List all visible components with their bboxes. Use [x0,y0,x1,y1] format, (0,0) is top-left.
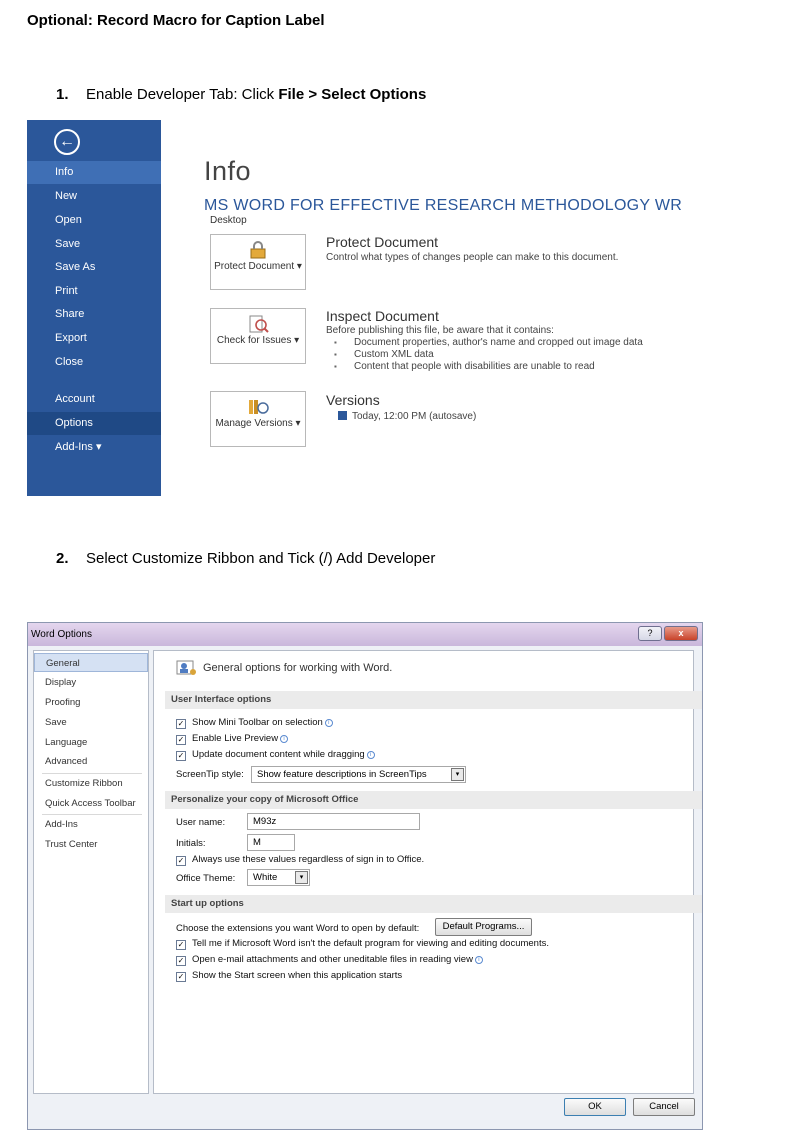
step-1-bold: File > Select Options [278,86,427,103]
manage-versions-tile-label: Manage Versions ▾ [215,418,301,429]
backstage-nav-share[interactable]: Share [55,308,85,320]
chevron-down-icon: ▾ [451,768,464,781]
dialog-title: Word Options [31,629,92,640]
inspect-bullet-list [328,337,643,373]
screentip-style-value: Show feature descriptions in ScreenTips [257,769,427,780]
step-1-text: Enable Developer Tab: Click [86,86,279,103]
cancel-button[interactable]: Cancel [633,1098,695,1116]
step-1 [56,86,426,103]
start-screen-label: Show the Start screen when this application starts [192,970,403,981]
info-icon: i [325,719,333,727]
office-theme-value: White [253,872,278,883]
back-arrow-icon[interactable]: ← [54,129,80,155]
info-heading: Info [204,156,252,186]
backstage-nav-export[interactable]: Export [55,332,87,344]
inspect-description: Before publishing this file, be aware that it contains: [326,325,554,336]
info-icon: i [280,735,288,743]
protect-tile-label: Protect Document ▾ [214,261,302,272]
versions-icon [246,398,270,416]
initials-input[interactable]: M [247,834,295,851]
nav-general[interactable]: General [34,653,148,672]
nav-display[interactable]: Display [45,677,77,688]
initials-label: Initials: [176,838,206,849]
general-options-panel [153,650,694,1094]
tell-me-default-label: Tell me if Microsoft Word isn't the default program for viewing and editing documents. [192,938,549,949]
general-heading: General options for working with Word. [203,662,393,674]
reading-view-option[interactable] [176,954,483,966]
protect-description: Control what types of changes people can make to this document. [326,252,619,263]
inspect-bullet: ▪ Document properties, author's name and cropped out image data [328,337,643,349]
default-programs-button[interactable]: Default Programs... [435,918,532,936]
protect-title: Protect Document [326,234,439,250]
document-title: Optional: Record Macro for Caption Label [27,12,325,29]
backstage-nav-account[interactable]: Account [55,393,95,405]
backstage-nav-save[interactable]: Save [55,238,81,250]
nav-proofing[interactable]: Proofing [45,697,81,708]
extensions-text: Choose the extensions you want Word to open by default: [176,923,420,934]
document-name: MS WORD FOR EFFECTIVE RESEARCH METHODOLOGY WR [204,197,683,214]
mini-toolbar-label: Show Mini Toolbar on selection [192,717,323,728]
backstage-nav-options[interactable]: Options [27,412,161,435]
personalize-header: Personalize your copy of Microsoft Office [165,791,703,809]
always-use-option[interactable] [176,854,424,866]
dialog-titlebar [28,623,702,646]
start-screen-checkbox[interactable]: ✓ [177,972,185,981]
nav-save[interactable]: Save [45,717,67,728]
check-issues-tile-label: Check for Issues ▾ [216,335,300,346]
nav-language[interactable]: Language [45,737,88,748]
ui-options-header: User Interface options [165,691,703,709]
info-icon: i [475,956,483,964]
nav-add-ins[interactable]: Add-Ins [45,819,78,830]
reading-view-checkbox[interactable]: ✓ [177,956,185,965]
inspect-title: Inspect Document [326,308,439,324]
update-content-checkbox[interactable]: ✓ [177,751,185,760]
mini-toolbar-checkbox[interactable]: ✓ [177,719,185,728]
document-location: Desktop [210,215,247,226]
username-input[interactable]: M93z [247,813,420,830]
help-button[interactable]: ? [638,626,662,641]
startup-header: Start up options [165,895,703,913]
nav-advanced[interactable]: Advanced [45,756,88,767]
step-2 [56,550,435,567]
step-1-number: 1. [56,86,69,103]
check-for-issues-tile[interactable] [210,308,306,364]
version-entry-label: Today, 12:00 PM (autosave) [352,411,477,422]
reading-view-label: Open e-mail attachments and other uneditable files in reading view [192,954,473,965]
always-use-checkbox[interactable]: ✓ [177,856,185,865]
update-content-label: Update document content while dragging [192,749,365,760]
nav-quick-access-toolbar[interactable]: Quick Access Toolbar [45,798,136,809]
ok-button[interactable]: OK [564,1098,626,1116]
tell-me-default-option[interactable] [176,938,549,950]
protect-document-tile[interactable] [210,234,306,290]
versions-title: Versions [326,392,380,408]
word-options-dialog [27,622,703,1130]
chevron-down-icon: ▾ [295,871,308,884]
office-theme-select[interactable] [247,869,310,886]
manage-versions-tile[interactable] [210,391,306,447]
step-2-number: 2. [56,550,69,567]
start-screen-option[interactable] [176,970,402,982]
live-preview-label: Enable Live Preview [192,733,279,744]
info-icon: i [367,751,375,759]
general-options-icon [176,659,198,677]
version-entry[interactable] [338,411,476,422]
nav-trust-center[interactable]: Trust Center [45,839,98,850]
word-doc-icon [338,411,347,420]
inspect-document-icon [246,315,270,333]
step-2-text: Select Customize Ribbon and Tick (/) Add Developer [86,550,436,567]
backstage-screenshot [27,120,790,496]
backstage-nav-save-as[interactable]: Save As [55,261,96,273]
backstage-nav-add-ins[interactable]: Add-Ins ▾ [55,441,102,453]
office-theme-label: Office Theme: [176,873,236,884]
inspect-bullet: ▪ Content that people with disabilities are unable to read [328,361,643,373]
backstage-nav-info[interactable]: Info [27,161,161,184]
backstage-nav-open[interactable]: Open [55,214,82,226]
mini-toolbar-option[interactable] [176,717,333,729]
nav-customize-ribbon[interactable]: Customize Ribbon [45,778,123,789]
close-button[interactable]: x [664,626,698,641]
screentip-style-select[interactable] [251,766,466,783]
update-content-option[interactable] [176,749,375,761]
backstage-sidebar [27,120,161,496]
backstage-nav-print[interactable]: Print [55,285,78,297]
username-label: User name: [176,817,226,828]
tell-me-default-checkbox[interactable]: ✓ [177,940,185,949]
inspect-bullet: ▪ Custom XML data [328,349,643,361]
backstage-nav-close[interactable]: Close [55,356,84,368]
live-preview-checkbox[interactable]: ✓ [177,735,185,744]
always-use-label: Always use these values regardless of sign in to Office. [192,854,425,865]
live-preview-option[interactable] [176,733,288,745]
screentip-style-label: ScreenTip style: [176,769,244,780]
options-nav [33,650,149,1094]
backstage-nav-new[interactable]: New [55,190,78,202]
lock-icon [246,241,270,259]
